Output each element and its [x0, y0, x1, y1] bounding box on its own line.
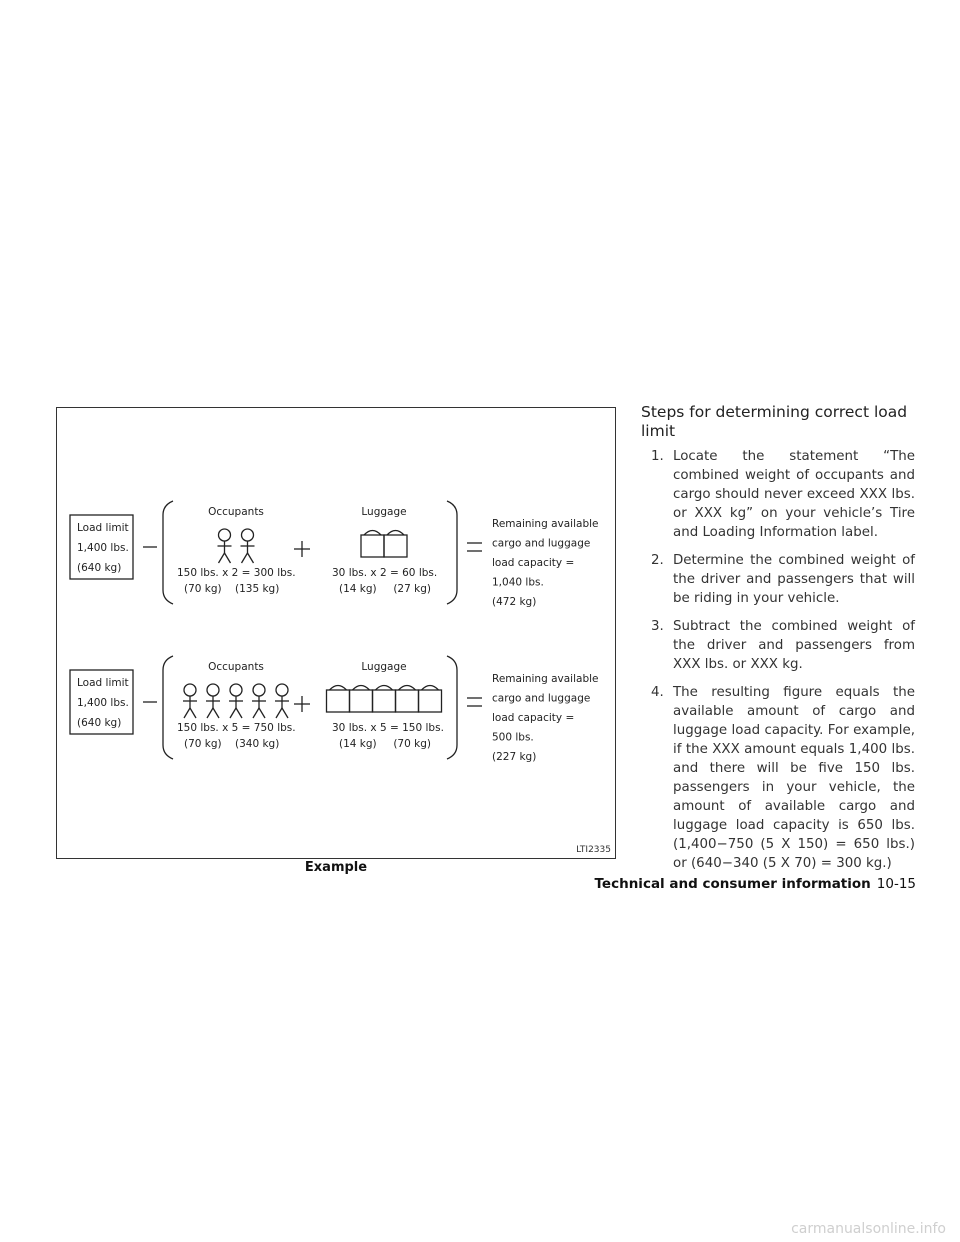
stick-figure-icon: [206, 684, 220, 718]
diagram-row: [70, 656, 599, 763]
figure-leg-right: [190, 708, 196, 718]
result-text: 1,040 lbs.: [492, 576, 544, 589]
luggage-handle: [387, 531, 404, 536]
load-limit-text: (640 kg): [77, 717, 122, 729]
luggage-handle: [330, 686, 347, 691]
luggage-handle: [364, 531, 381, 536]
figure-leg-left: [276, 708, 282, 718]
occupants-kg: (70 kg) (135 kg): [184, 583, 280, 595]
step-text: Determine the combined weight of the driver and passengers that will be riding in your vehicle.: [673, 553, 915, 606]
luggage-calculation: 30 lbs. x 5 = 150 lbs.: [332, 722, 444, 734]
occupants-label: Occupants: [208, 661, 264, 673]
figure-leg-right: [236, 708, 242, 718]
result-text: (227 kg): [492, 751, 537, 763]
luggage-label: Luggage: [361, 506, 407, 518]
step-text: Locate the statement “The combined weight of occupants and cargo should never exceed XXX lbs. or XXX kg” on your vehicle’s Tire and Loading Information label.: [673, 449, 915, 540]
step-item: [641, 683, 915, 873]
bracket-left: [163, 501, 173, 604]
luggage-box-icon: [327, 686, 350, 713]
occupants-calculation: 150 lbs. x 2 = 300 lbs.: [177, 567, 296, 579]
steps-list: [641, 447, 915, 873]
luggage-box-icon: [384, 531, 407, 558]
result-text: cargo and luggage: [492, 692, 591, 705]
bracket-right: [447, 501, 457, 604]
result-text: Remaining available: [492, 518, 599, 530]
figure-head: [242, 529, 254, 541]
figure-head: [253, 684, 265, 696]
bracket-left: [163, 656, 173, 759]
figure-head: [230, 684, 242, 696]
luggage-handle: [353, 686, 370, 691]
load-limit-figure: [56, 407, 616, 859]
luggage-label: Luggage: [361, 661, 407, 673]
figure-leg-right: [225, 553, 231, 563]
stick-figure-icon: [252, 684, 266, 718]
bracket-right: [447, 656, 457, 759]
luggage-body: [396, 690, 419, 712]
page-footer: [595, 876, 916, 892]
steps-section: [641, 403, 915, 882]
luggage-box-icon: [396, 686, 419, 713]
step-number: 4.: [651, 685, 664, 700]
luggage-handle: [376, 686, 393, 691]
figure-leg-left: [253, 708, 259, 718]
footer-section-title: Technical and consumer information: [594, 876, 871, 892]
luggage-body: [361, 535, 384, 557]
luggage-body: [350, 690, 373, 712]
figure-caption: Example: [304, 860, 368, 875]
luggage-kg: (14 kg) (70 kg): [339, 738, 431, 750]
luggage-box-icon: [361, 531, 384, 558]
result-text: load capacity =: [492, 557, 575, 569]
figure-leg-right: [213, 708, 219, 718]
figure-head: [219, 529, 231, 541]
figure-leg-left: [207, 708, 213, 718]
result-text: Remaining available: [492, 673, 599, 685]
figure-leg-left: [184, 708, 190, 718]
stick-figure-icon: [218, 529, 232, 563]
figure-leg-right: [282, 708, 288, 718]
stick-figure-icon: [241, 529, 255, 563]
luggage-body: [419, 690, 442, 712]
step-item: [641, 617, 915, 674]
result-text: load capacity =: [492, 712, 575, 724]
occupants-label: Occupants: [208, 506, 264, 518]
load-limit-text: 1,400 lbs.: [77, 697, 129, 709]
step-number: 1.: [651, 449, 664, 464]
step-text: The resulting figure equals the available amount of cargo and luggage load capacity. For example, if the XXX amount equals 1,400 lbs. and there will be five 150 lbs. passengers in your vehicle, the amount of available cargo and luggage load capacity is 650 lbs. (1,400−750 (5 X 150) = 650 lbs.) or (640−340 (5 X 70) = 300 kg.): [673, 685, 915, 871]
result-text: cargo and luggage: [492, 537, 591, 550]
luggage-handle: [422, 686, 439, 691]
figure-head: [207, 684, 219, 696]
figure-leg-left: [219, 553, 225, 563]
occupants-calculation: 150 lbs. x 5 = 750 lbs.: [177, 722, 296, 734]
load-limit-text: Load limit: [77, 677, 129, 689]
luggage-handle: [399, 686, 416, 691]
load-limit-text: Load limit: [77, 522, 129, 534]
luggage-calculation: 30 lbs. x 2 = 60 lbs.: [332, 567, 438, 579]
luggage-box-icon: [350, 686, 373, 713]
load-limit-text: (640 kg): [77, 562, 122, 574]
stick-figure-icon: [229, 684, 243, 718]
step-item: [641, 551, 915, 608]
figure-leg-left: [230, 708, 236, 718]
figure-head: [184, 684, 196, 696]
watermark: carmanualsonline.info: [791, 1221, 946, 1237]
figure-leg-right: [259, 708, 265, 718]
figure-code: LTI2335: [576, 845, 611, 855]
step-number: 3.: [651, 619, 664, 634]
luggage-body: [327, 690, 350, 712]
stick-figure-icon: [183, 684, 197, 718]
load-diagram: [57, 408, 615, 858]
luggage-box-icon: [419, 686, 442, 713]
luggage-box-icon: [373, 686, 396, 713]
page-number: 10-15: [876, 876, 916, 892]
step-item: [641, 447, 915, 542]
result-text: (472 kg): [492, 596, 537, 608]
figure-leg-right: [248, 553, 254, 563]
figure-leg-left: [242, 553, 248, 563]
result-text: 500 lbs.: [492, 731, 534, 744]
load-limit-text: 1,400 lbs.: [77, 542, 129, 554]
luggage-kg: (14 kg) (27 kg): [339, 583, 431, 595]
section-heading: Steps for determining correct load limit: [641, 403, 908, 440]
figure-head: [276, 684, 288, 696]
stick-figure-icon: [275, 684, 289, 718]
occupants-kg: (70 kg) (340 kg): [184, 738, 280, 750]
diagram-row: [70, 501, 599, 608]
step-text: Subtract the combined weight of the driver and passengers from XXX lbs. or XXX kg.: [673, 619, 915, 672]
luggage-body: [373, 690, 396, 712]
luggage-body: [384, 535, 407, 557]
step-number: 2.: [651, 553, 664, 568]
